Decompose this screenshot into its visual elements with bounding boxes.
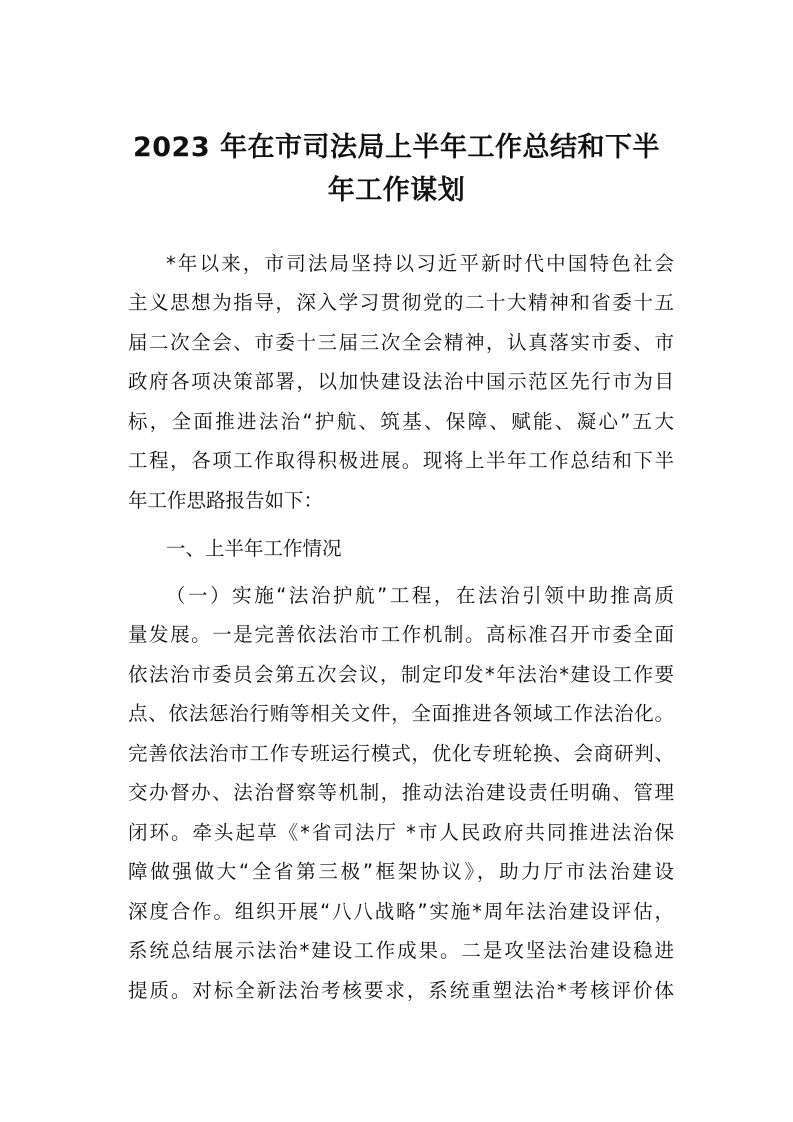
intro-paragraph-line: 届二次全会、市委十三届三次全会精神，认真落实市委、市 xyxy=(128,331,674,354)
intro-paragraph-line: 年工作思路报告如下： xyxy=(128,489,324,512)
document-title-line-2: 年工作谋划 xyxy=(327,175,466,206)
intro-paragraph-line: 工程，各项工作取得积极进展。现将上半年工作总结和下半 xyxy=(128,449,674,472)
subsection-paragraph-line: 完善依法治市工作专班运行模式，优化专班轮换、会商研判、 xyxy=(128,742,674,765)
subsection-paragraph-line: （一）实施“法治护航”工程，在法治引领中助推高质 xyxy=(166,584,674,607)
section-heading: 一、上半年工作情况 xyxy=(166,537,342,560)
subsection-paragraph-line: 点、依法惩治行贿等相关文件，全面推进各领域工作法治化。 xyxy=(128,702,674,725)
intro-paragraph-line: 政府各项决策部署，以加快建设法治中国示范区先行市为目 xyxy=(128,370,674,393)
subsection-paragraph-line: 依法治市委员会第五次会议，制定印发*年法治*建设工作要 xyxy=(128,663,674,686)
intro-paragraph-line: 标，全面推进法治“护航、筑基、保障、赋能、凝心”五大 xyxy=(128,410,674,433)
document-title-line-1: 2023 年在市司法局上半年工作总结和下半 xyxy=(132,132,661,163)
subsection-paragraph-line: 系统总结展示法治*建设工作成果。二是攻坚法治建设稳进 xyxy=(128,939,674,962)
subsection-paragraph-line: 闭环。牵头起草《*省司法厅 *市人民政府共同推进法治保 xyxy=(128,821,674,844)
intro-paragraph-line: *年以来，市司法局坚持以习近平新时代中国特色社会 xyxy=(166,252,674,275)
subsection-paragraph-line: 交办督办、法治督察等机制，推动法治建设责任明确、管理 xyxy=(128,781,674,804)
subsection-paragraph-line: 障做强做大“全省第三极”框架协议》，助力厅市法治建设 xyxy=(128,860,674,883)
subsection-paragraph-line: 提质。对标全新法治考核要求，系统重塑法治*考核评价体 xyxy=(128,979,674,1002)
intro-paragraph-line: 主义思想为指导，深入学习贯彻党的二十大精神和省委十五 xyxy=(128,291,674,314)
subsection-paragraph-line: 深度合作。组织开展“八八战略”实施*周年法治建设评估， xyxy=(128,900,674,923)
subsection-paragraph-line: 量发展。一是完善依法治市工作机制。高标准召开市委全面 xyxy=(128,623,674,646)
